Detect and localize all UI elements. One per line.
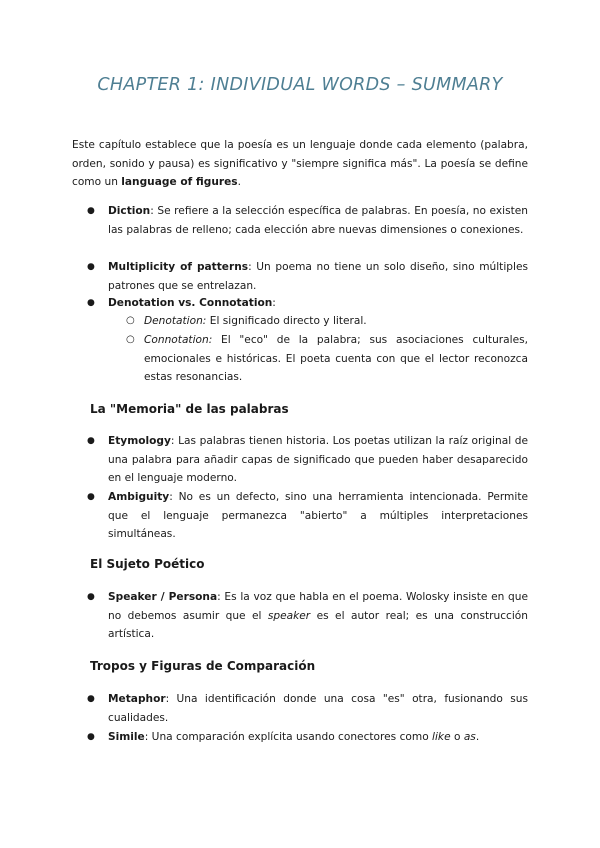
sub-list-item: ○ Connotation: El "eco" de la palabra; sus asociaciones culturales, emocionales e históricas. El poeta cuenta con que el lector reconozca estas resonancias. bbox=[144, 331, 528, 387]
list-item: ● Simile: Una comparación explícita usando conectores como like o as. bbox=[108, 728, 528, 747]
page-title: CHAPTER 1: INDIVIDUAL WORDS – SUMMARY bbox=[97, 75, 503, 95]
hollow-bullet-icon: ○ bbox=[126, 334, 135, 345]
bullet-icon: ● bbox=[87, 492, 95, 502]
list-item: ● Denotation vs. Connotation: bbox=[108, 294, 528, 313]
intro-paragraph: Este capítulo establece que la poesía es un lenguaje donde cada elemento (palabra, orden, sonido y pausa) es significativo y "siempre significa más". La poesía se define como un language of figures. bbox=[72, 139, 528, 188]
bullet-icon: ● bbox=[87, 694, 95, 704]
bullet-icon: ● bbox=[87, 262, 95, 272]
list-item: ● Speaker / Persona: Es la voz que habla en el poema. Wolosky insiste en que no debemos asumir que el speaker es el autor real; es una construcción artística. bbox=[108, 588, 528, 644]
bullet-icon: ● bbox=[87, 436, 95, 446]
list-item: ● Metaphor: Una identificación donde una cosa "es" otra, fusionando sus cualidades. bbox=[108, 690, 528, 727]
bullet-icon: ● bbox=[87, 732, 95, 742]
bullet-icon: ● bbox=[87, 298, 95, 308]
bullet-icon: ● bbox=[87, 592, 95, 602]
hollow-bullet-icon: ○ bbox=[126, 315, 135, 326]
intro-bold-term: language of figures bbox=[121, 176, 238, 188]
list-item: ● Diction: Se refiere a la selección específica de palabras. En poesía, no existen las palabras de relleno; cada elección abre nuevas dimensiones o conexiones. bbox=[108, 202, 528, 239]
list-item: ● Multiplicity of patterns: Un poema no tiene un solo diseño, sino múltiples patrones que se entrelazan. bbox=[108, 258, 528, 295]
sub-list-item: ○ Denotation: El significado directo y literal. bbox=[144, 312, 528, 331]
section-heading: Tropos y Figuras de Comparación bbox=[90, 659, 316, 673]
list-item: ● Etymology: Las palabras tienen historia. Los poetas utilizan la raíz original de una palabra para añadir capas de significado que pueden haber desaparecido en el lenguaje moderno. bbox=[108, 432, 528, 488]
section-heading: La "Memoria" de las palabras bbox=[90, 402, 289, 416]
bullet-icon: ● bbox=[87, 206, 95, 216]
section-heading: El Sujeto Poético bbox=[90, 557, 205, 571]
list-item: ● Ambiguity: No es un defecto, sino una herramienta intencionada. Permite que el lenguaje permanezca "abierto" a múltiples interpretaciones simultáneas. bbox=[108, 488, 528, 544]
